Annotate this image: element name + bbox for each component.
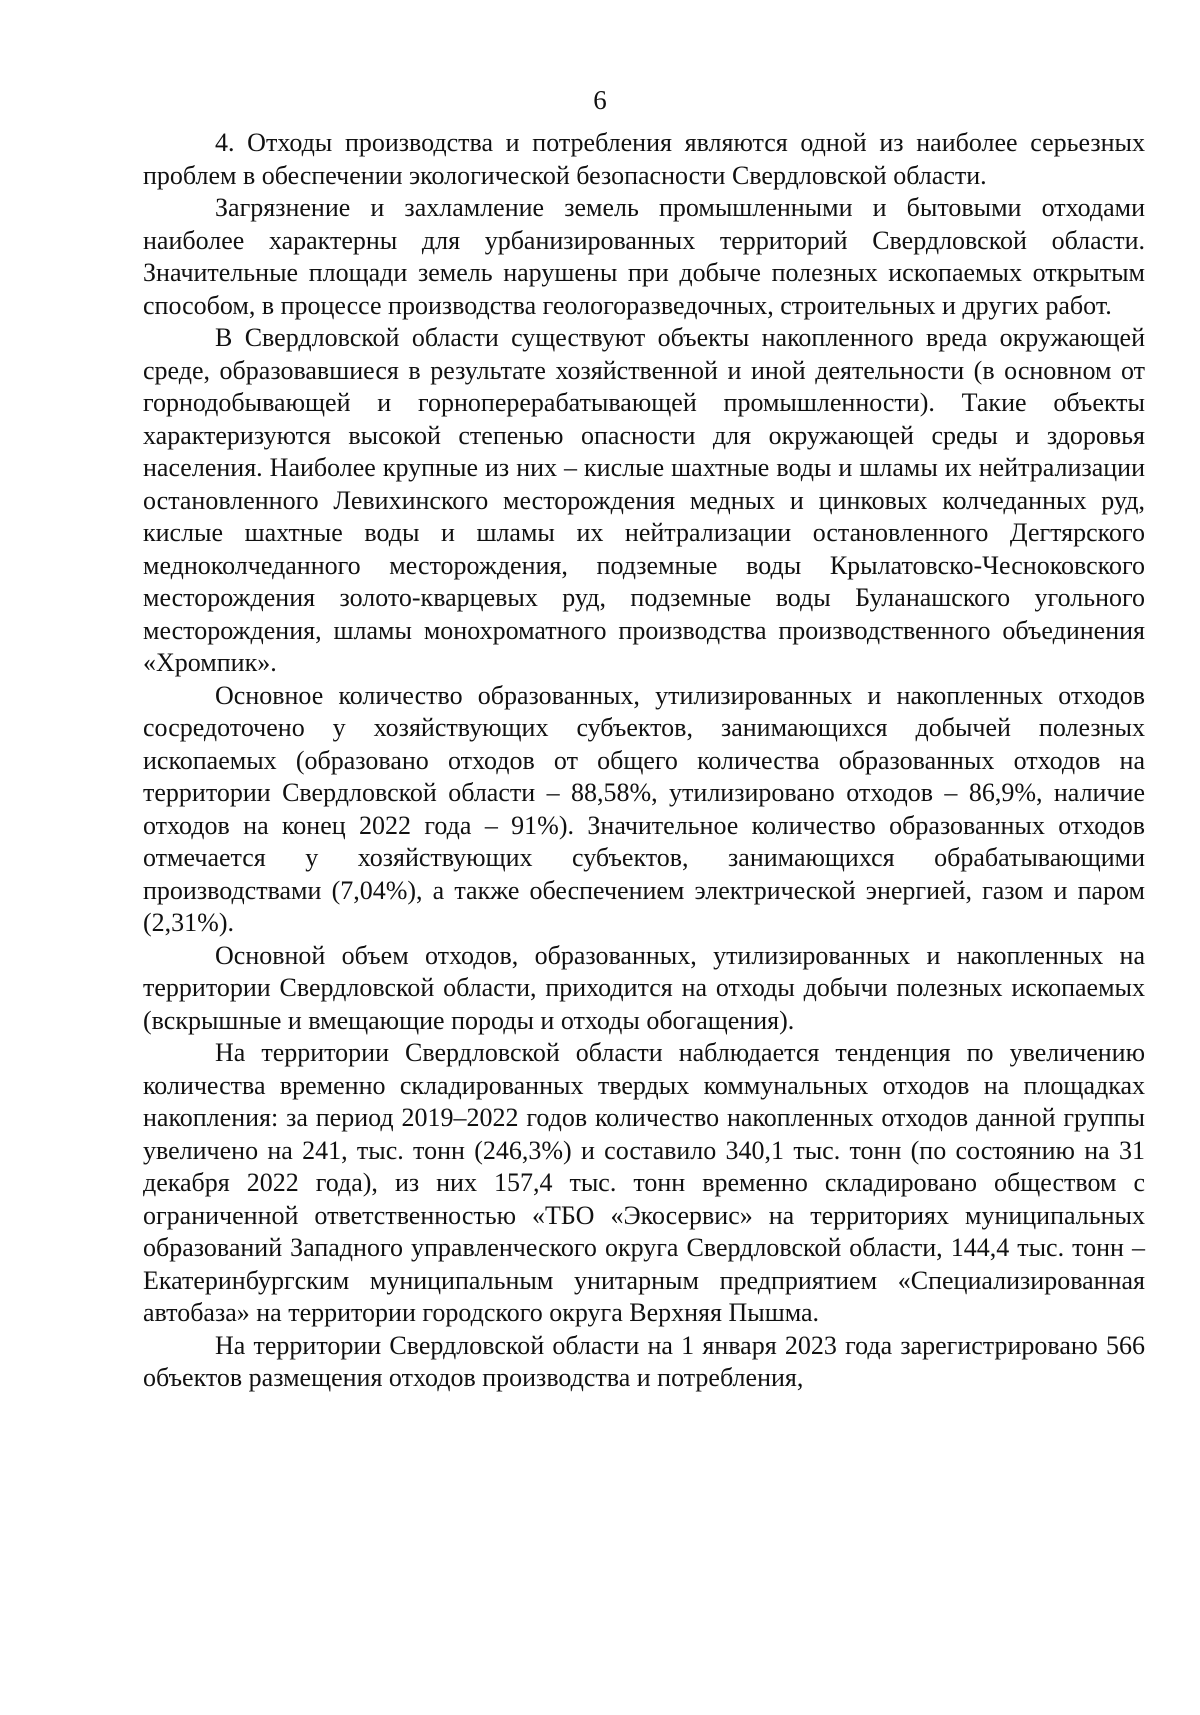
paragraph-land-pollution: Загрязнение и захламление земель промышленными и бытовыми отходами наиболее характерны для урбанизированных территорий Свердловской области. Значительные площади земель нарушены при добыче полезных ископаемых открытым способом, в процессе производства геологоразведочных, строительных и других работ. [143,193,1145,320]
paragraph-waste-problem: 4. Отходы производства и потребления являются одной из наиболее серьезных проблем в обеспечении экологической безопасности Свердловской области. [143,128,1145,190]
paragraph-mining-waste: Основной объем отходов, образованных, утилизированных и накопленных на территории Свердловской области, приходится на отходы добычи полезных ископаемых (вскрышные и вмещающие породы и отходы обогащения). [143,940,1145,1035]
page-number: 6 [593,85,607,115]
paragraph-municipal-waste-trend: На территории Свердловской области наблюдается тенденция по увеличению количества временно складированных твердых коммунальных отходов на площадках накопления: за период 2019–2022 годов количество накопленных отходов данной группы увеличено на 241, тыс. тонн (246,3%) и составило 340,1 тыс. тонн (по состоянию на 31 декабря 2022 года), из них 157,4 тыс. тонн временно складировано обществом с ограниченной ответственностью «ТБО «Экосервис» на территориях муниципальных образований Западного управленческого округа Свердловской области, 144,4 тыс. тонн – Екатеринбургским муниципальным унитарным предприятием «Специализированная автобаза» на территории городского округа Верхняя Пышма. [143,1038,1145,1327]
document-body [143,127,1145,1395]
paragraph-accumulated-harm: В Свердловской области существуют объекты накопленного вреда окружающей среде, образовавшиеся в результате хозяйственной и иной деятельности (в основном от горнодобывающей и горноперерабатывающей промышленности). Такие объекты характеризуются высокой степенью опасности для окружающей среды и здоровья населения. Наиболее крупные из них – кислые шахтные воды и шламы их нейтрализации остановленного Левихинского месторождения медных и цинковых колчеданных руд, кислые шахтные воды и шламы их нейтрализации остановленного Дегтярского медноколчеданного месторождения, подземные воды Крылатовско-Чесноковского месторождения золото-кварцевых руд, подземные воды Буланашского угольного месторождения, шламы монохроматного производства производственного объединения «Хромпик». [143,323,1145,677]
paragraph-disposal-sites: На территории Свердловской области на 1 января 2023 года зарегистрировано 566 объектов размещения отходов производства и потребления, [143,1330,1145,1392]
paragraph-waste-quantity: Основное количество образованных, утилизированных и накопленных отходов сосредоточено у хозяйствующих субъектов, занимающихся добычей полезных ископаемых (образовано отходов от общего количества образованных отходов на территории Свердловской области – 88,58%, утилизировано отходов – 86,9%, наличие отходов на конец 2022 года – 91%). Значительное количество образованных отходов отмечается у хозяйствующих субъектов, занимающихся обрабатывающими производствами (7,04%), а также обеспечением электрической энергией, газом и паром (2,31%). [143,680,1145,937]
